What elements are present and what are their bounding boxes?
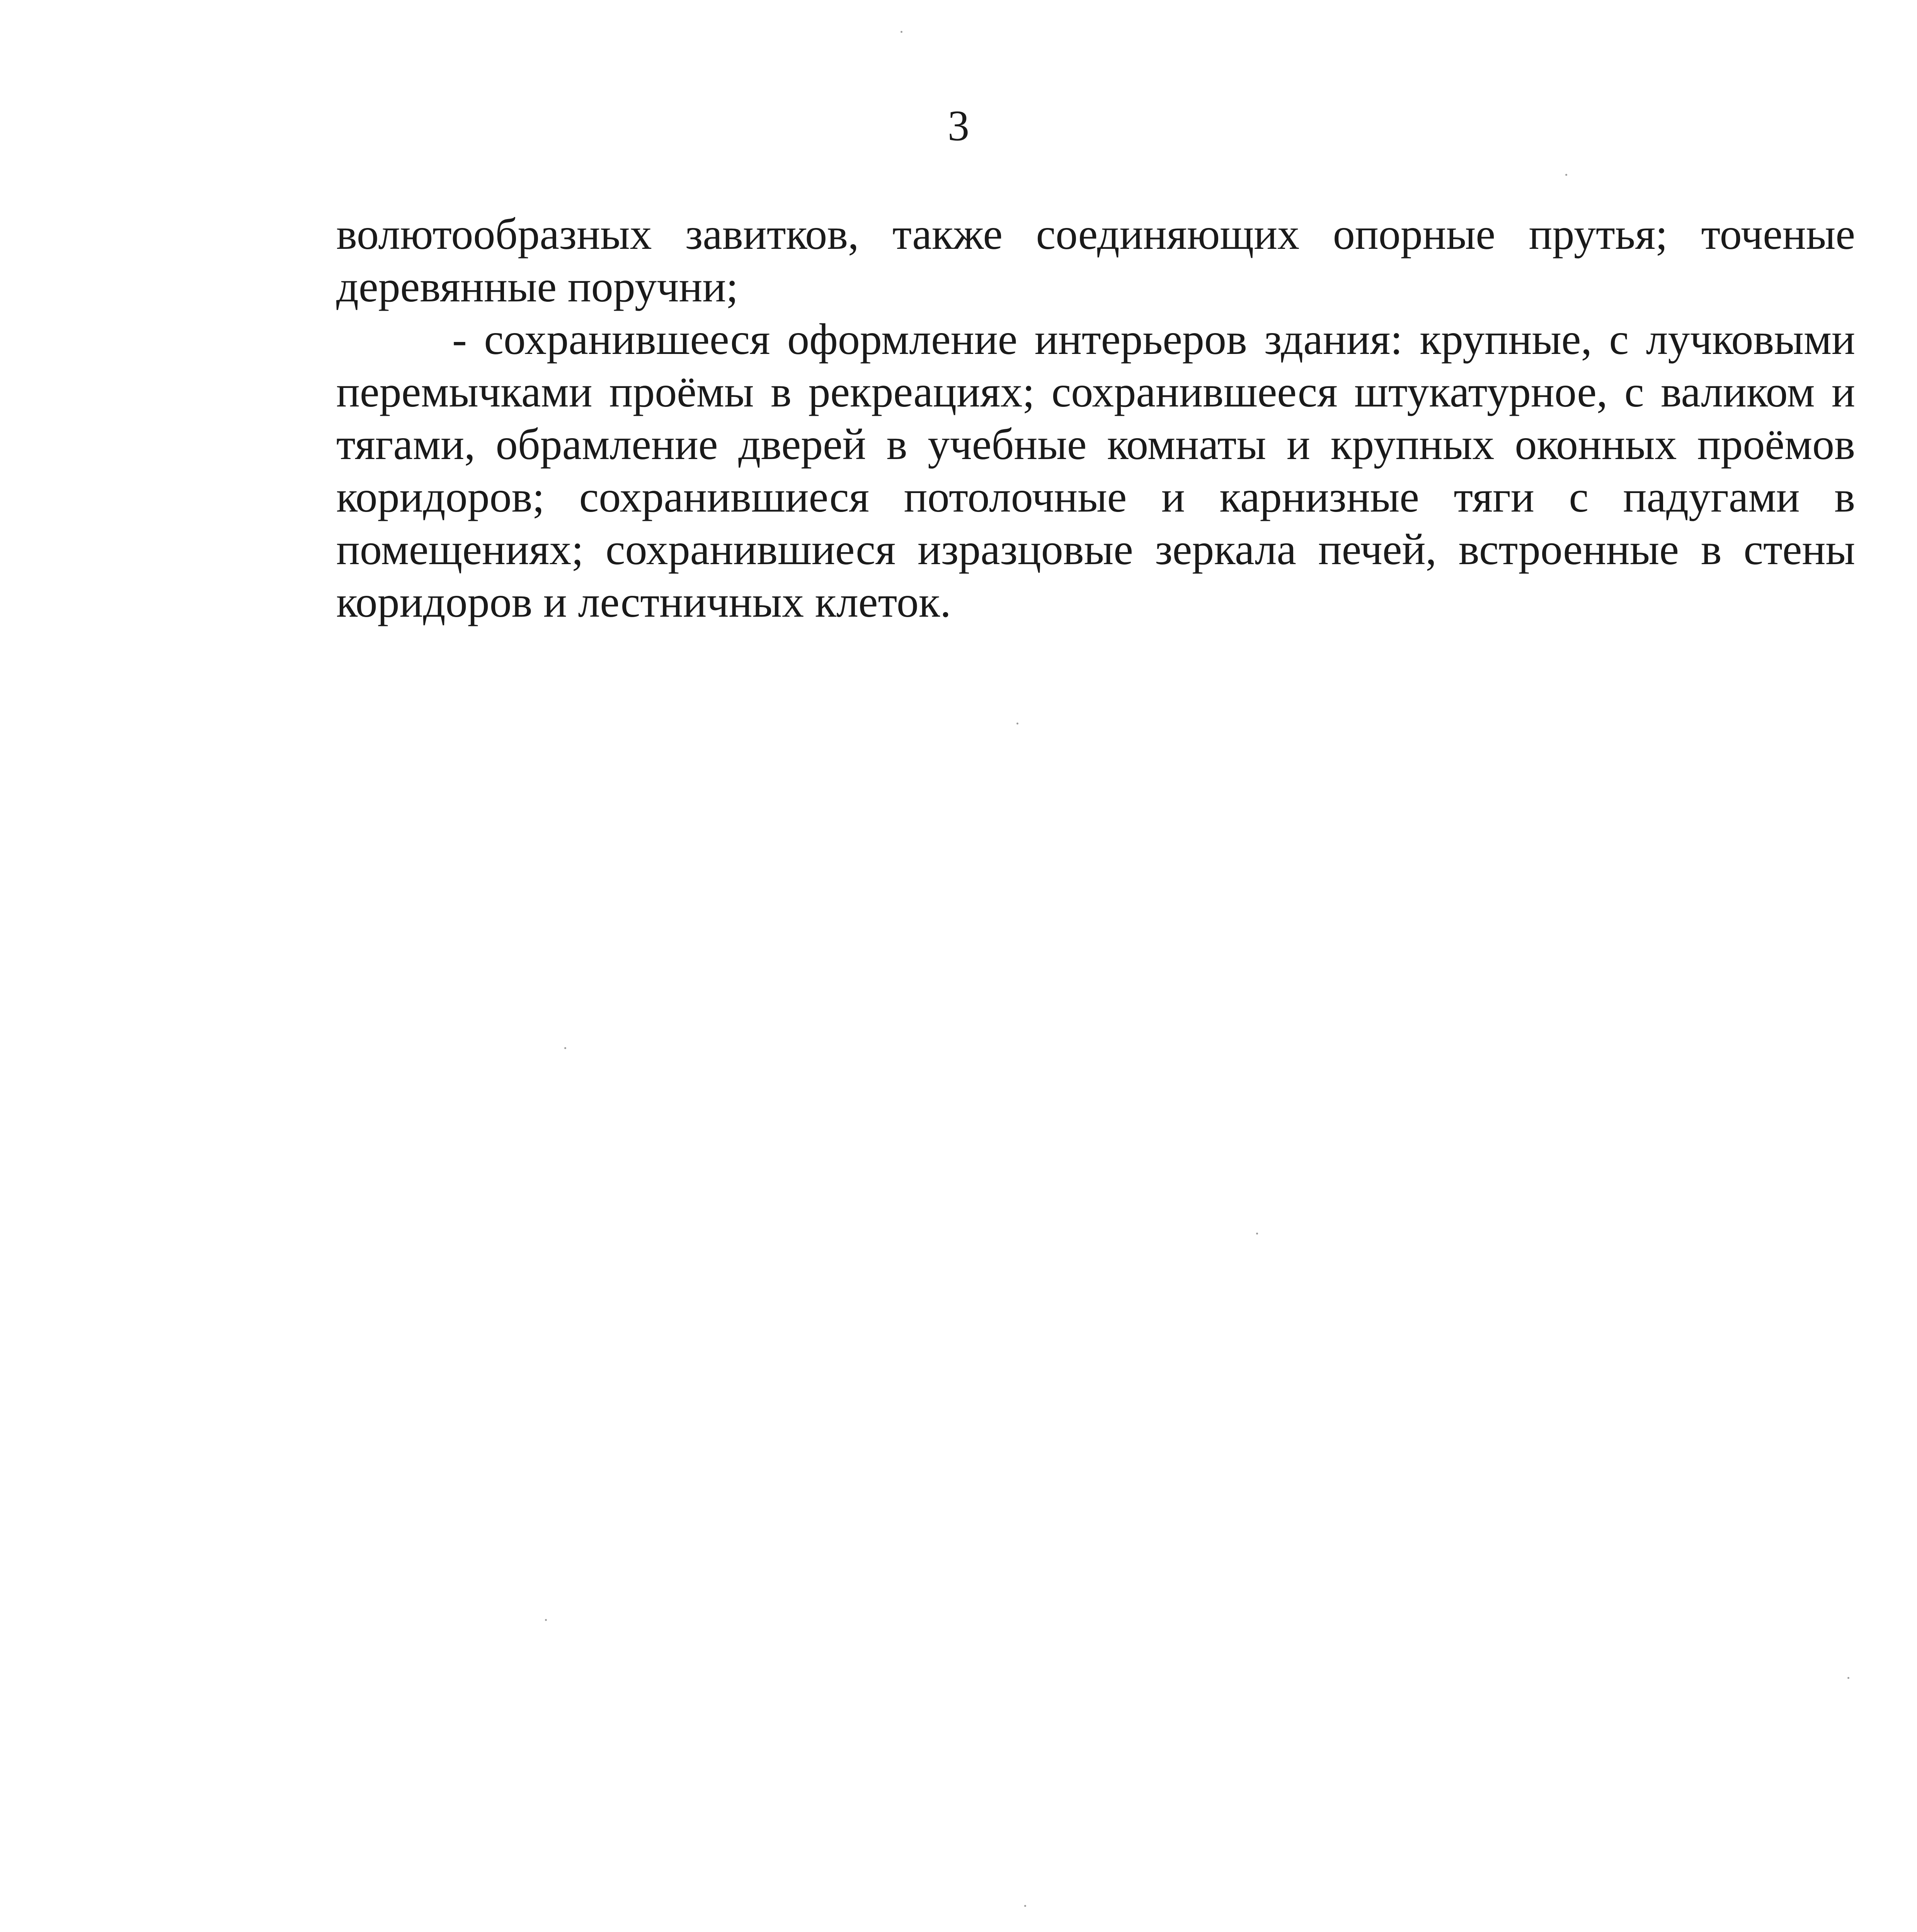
paragraph-continuation: волютообразных завитков, также соединяющих опорные прутья; точеные деревянные поручни; [336,209,1855,311]
scan-speck [1024,1905,1026,1907]
scan-speck [1016,723,1018,724]
paragraph-interiors: - сохранившееся оформление интерьеров здания: крупные, с лучковыми перемычками проёмы в рекреациях; сохранившееся штукатурное, с валиком и тягами, обрамление дверей в учебные комнаты и крупных оконных проёмов коридоров; сохранившиеся потолочные и карнизные тяги с падугами в помещениях; сохранившиеся изразцовые зеркала печей, встроенные в стены коридоров и лестничных клеток. [336,315,1855,626]
scan-speck [1565,174,1567,176]
scan-speck [564,1047,566,1049]
scan-speck [901,31,902,33]
document-body [336,208,1855,628]
scan-speck [1256,1233,1258,1235]
scan-speck [1847,1677,1849,1679]
scan-speck [545,1619,547,1621]
page-number: 3 [948,102,969,150]
